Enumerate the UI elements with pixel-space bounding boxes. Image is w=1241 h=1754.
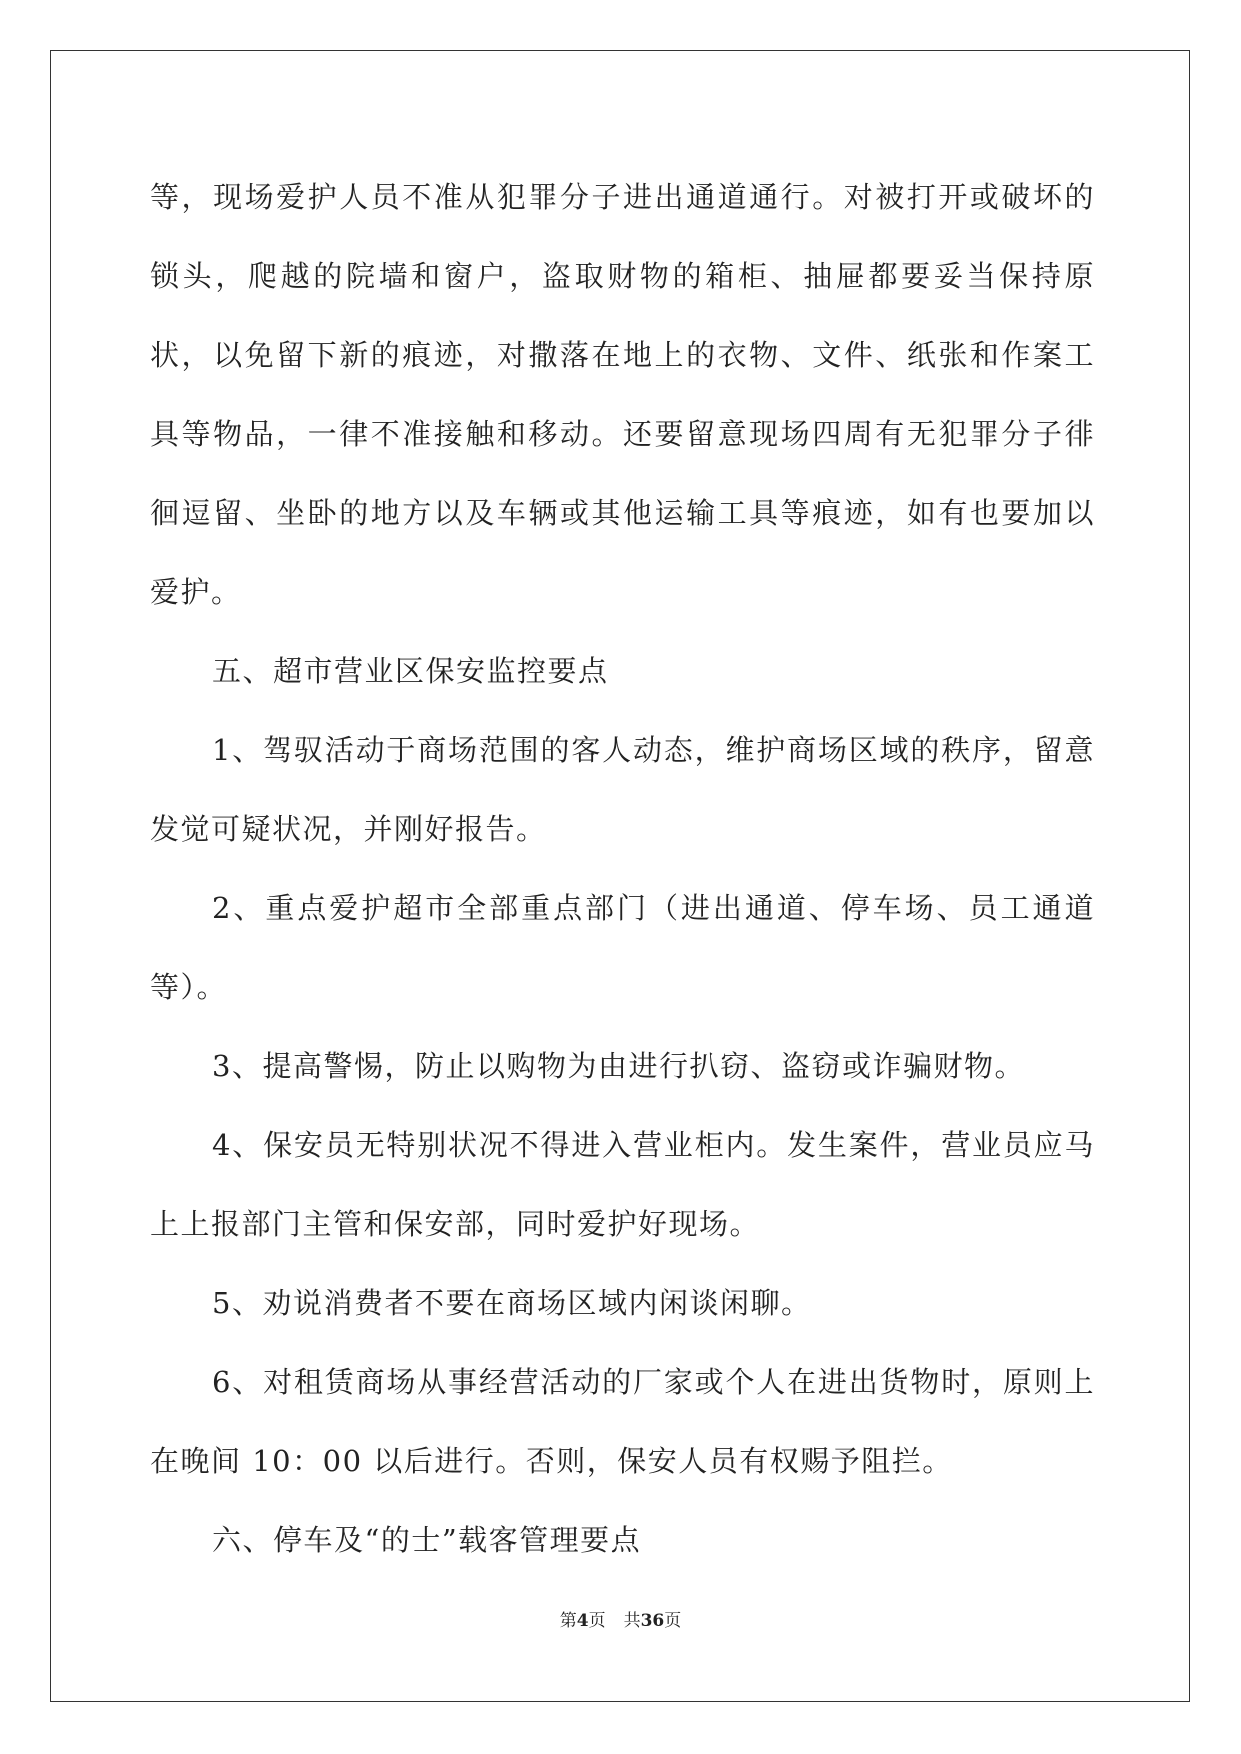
page-prefix: 第 [559, 1611, 577, 1631]
list-item-5: 5、劝说消费者不要在商场区域内闲谈闲聊。 [212, 1286, 812, 1320]
total-prefix: 共 [623, 1611, 641, 1631]
section-heading-five: 五、超市营业区保安监控要点 [212, 654, 609, 688]
paragraph-continuation: 等，现场爱护人员不准从犯罪分子进出通道通行。对被打开或破坏的锁头，爬越的院墙和窗户，盗取财物的箱柜、抽屉都要妥当保持原状，以免留下新的痕迹，对撒落在地上的衣物、文件、纸张和作案工具等物品，一律不准接触和移动。还要留意现场四周有无犯罪分子徘徊逗留、坐卧的地方以及车辆或其他运输工具等痕迹，如有也要加以爱护。 [150, 180, 1095, 609]
total-pages: 36 [640, 1611, 665, 1631]
section-heading-six: 六、停车及“的士”载客管理要点 [212, 1523, 642, 1557]
list-item-3: 3、提高警惕，防止以购物为由进行扒窃、盗窃或诈骗财物。 [212, 1049, 1025, 1083]
document-body [150, 158, 1095, 1580]
page-suffix: 页 [588, 1611, 606, 1631]
list-item-2: 2、重点爱护超市全部重点部门（进出通道、停车场、员工通道等）。 [150, 891, 1095, 1004]
page-footer [0, 1606, 1241, 1631]
page-number: 4 [576, 1611, 589, 1631]
list-item-1: 1、驾驭活动于商场范围的客人动态，维护商场区域的秩序，留意发觉可疑状况，并刚好报告。 [150, 733, 1095, 846]
list-item-4: 4、保安员无特别状况不得进入营业柜内。发生案件，营业员应马上上报部门主管和保安部，同时爱护好现场。 [150, 1128, 1095, 1241]
list-item-6: 6、对租赁商场从事经营活动的厂家或个人在进出货物时，原则上在晚间 10：00 以后进行。否则，保安人员有权赐予阻拦。 [150, 1365, 1095, 1478]
total-suffix: 页 [664, 1611, 682, 1631]
